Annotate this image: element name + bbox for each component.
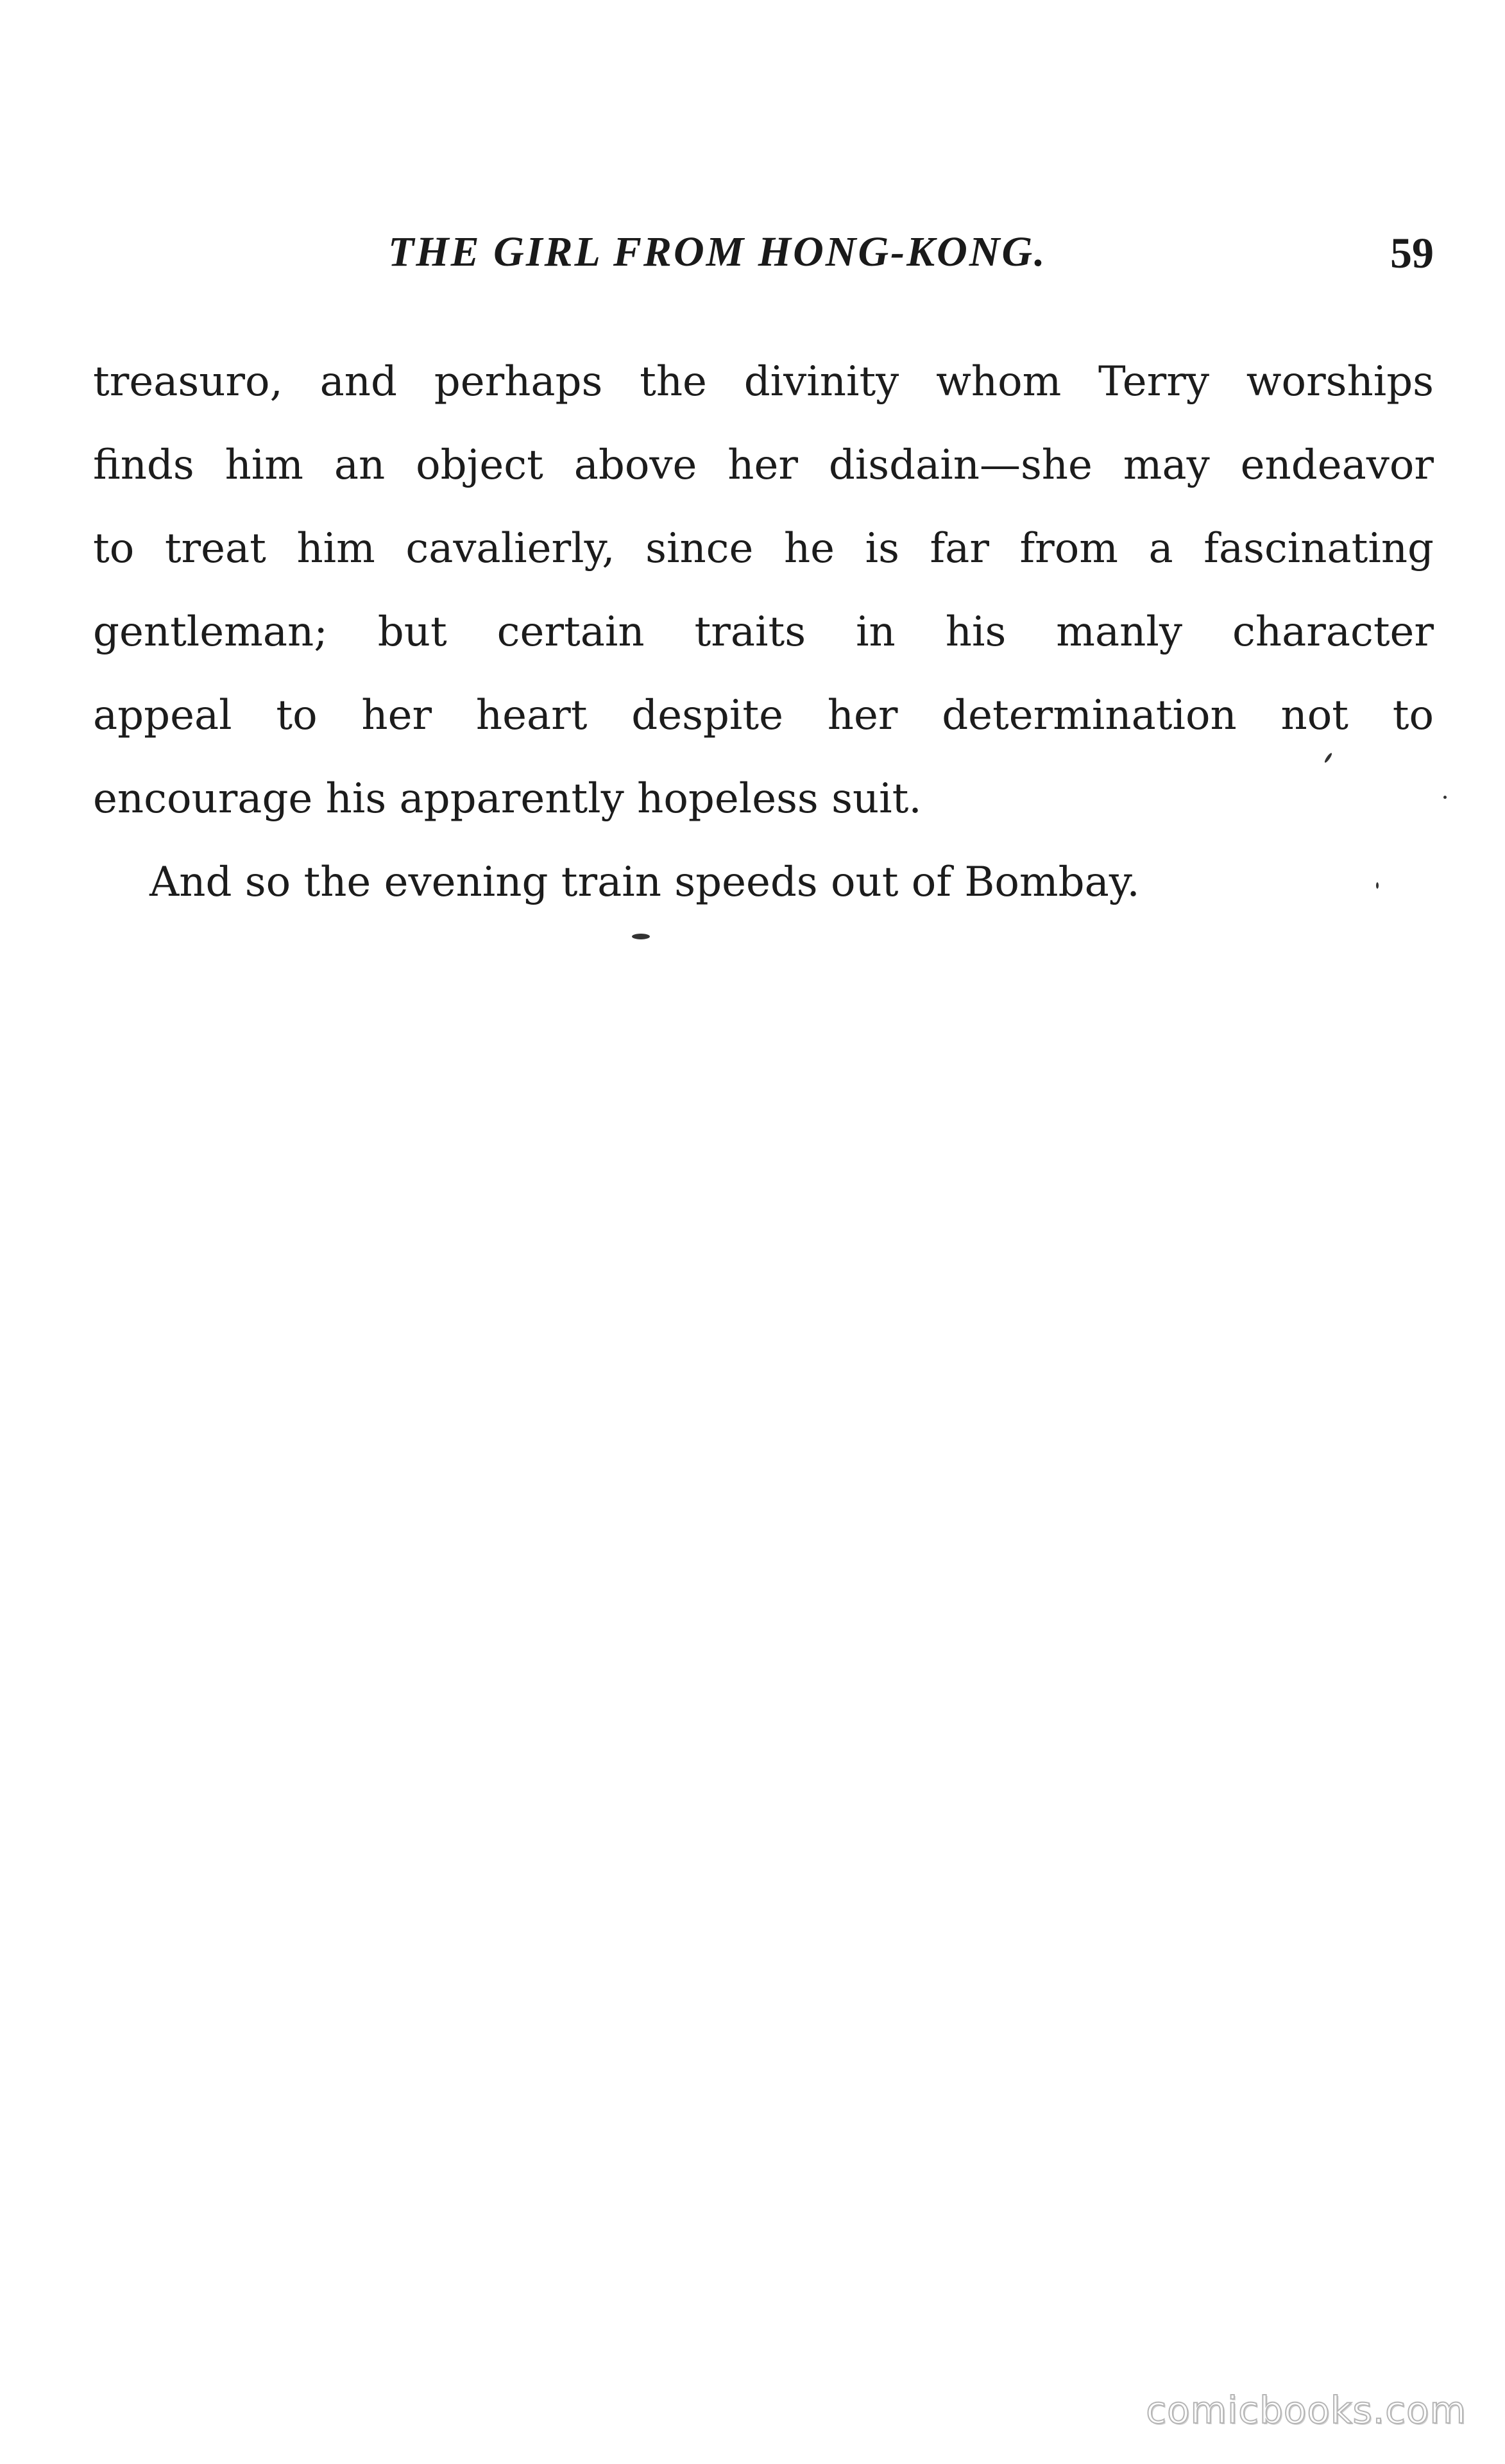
text-line: treasuro, and perhaps the divinity whom Terry worships [93, 358, 1434, 406]
text-line: encourage his apparently hopeless suit. [93, 775, 922, 823]
text-line: finds him an object above her disdain—she may endeavor [93, 441, 1434, 489]
text-line: gentleman; but certain traits in his manly character [93, 608, 1434, 656]
watermark: comicbooks.com [1146, 2388, 1467, 2432]
running-title: THE GIRL FROM HONG-KONG. [388, 228, 1047, 275]
page-number: 59 [1390, 228, 1434, 277]
body-text [93, 340, 1434, 924]
running-header [93, 228, 1434, 292]
text-line: to treat him cavalierly, since he is far from a fascinating [93, 525, 1434, 572]
print-speck [1443, 796, 1447, 799]
print-speck [632, 934, 650, 939]
paragraph-line: And so the evening train speeds out of Bombay. [149, 859, 1140, 906]
text-line: appeal to her heart despite her determination not to [93, 692, 1434, 739]
print-speck [1376, 882, 1379, 889]
